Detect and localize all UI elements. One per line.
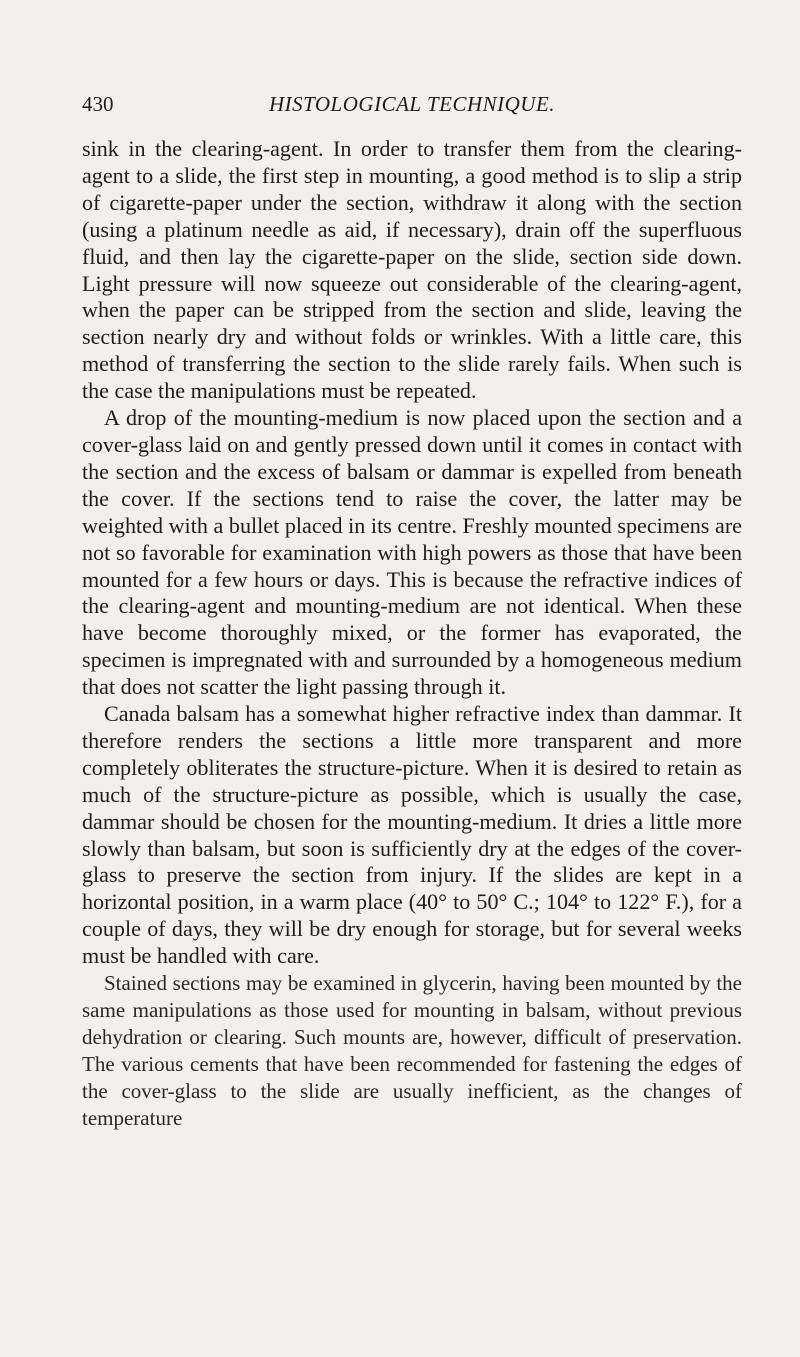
page-number: 430 xyxy=(82,92,114,116)
running-title: HISTOLOGICAL TECHNIQUE. xyxy=(268,92,556,116)
paragraph-canada-balsam: Canada balsam has a somewhat higher refractive index than dammar. It therefore renders the sections a little more transparent and more completely obliterates the structure-picture. When it is desired to retain as much of the structure-picture as possible, which is usually the case, dammar should be chosen for the mounting-medium. It dries a little more slowly than balsam, but soon is sufficiently dry at the edges of the cover-glass to preserve the section from injury. If the slides are kept in a horizontal position, in a warm place (40° to 50° C.; 104° to 122° F.), for a couple of days, they will be dry enough for storage, but for several weeks must be handled with care. xyxy=(82,701,742,969)
paragraph-mounting-medium: A drop of the mounting-medium is now placed upon the section and a cover-glass laid on and gently pressed down until it comes in contact with the section and the excess of balsam or dammar is expelled from beneath the cover. If the sections tend to raise the cover, the latter may be weighted with a bullet placed in its centre. Freshly mounted specimens are not so favorable for examination with high powers as those that have been mounted for a few hours or days. This is because the refractive indices of the clearing-agent and mounting-medium are not identical. When these have become thoroughly mixed, or the former has evaporated, the specimen is impregnated with and surrounded by a homogeneous medium that does not scatter the light passing through it. xyxy=(82,405,742,700)
paragraph-continuation: sink in the clearing-agent. In order to transfer them from the clearing-agent to a slide, the first step in mounting, a good method is to slip a strip of cigarette-paper under the section, withdraw it along with the section (using a platinum needle as aid, if necessary), drain off the superfluous fluid, and then lay the cigarette-paper on the slide, section side down. Light pressure will now squeeze out considerable of the clearing-agent, when the paper can be stripped from the section and slide, leaving the section nearly dry and without folds or wrinkles. With a little care, this method of transferring the section to the slide rarely fails. When such is the case the manipulations must be repeated. xyxy=(82,136,742,404)
page-header xyxy=(82,92,742,122)
paragraph-glycerin: Stained sections may be examined in glycerin, having been mounted by the same manipulations as those used for mounting in balsam, without previous dehydration or clearing. Such mounts are, however, difficult of preservation. The various cements that have been recommended for fastening the edges of the cover-glass to the slide are usually inefficient, as the changes of temperature xyxy=(82,971,742,1130)
body-text xyxy=(82,136,742,1132)
